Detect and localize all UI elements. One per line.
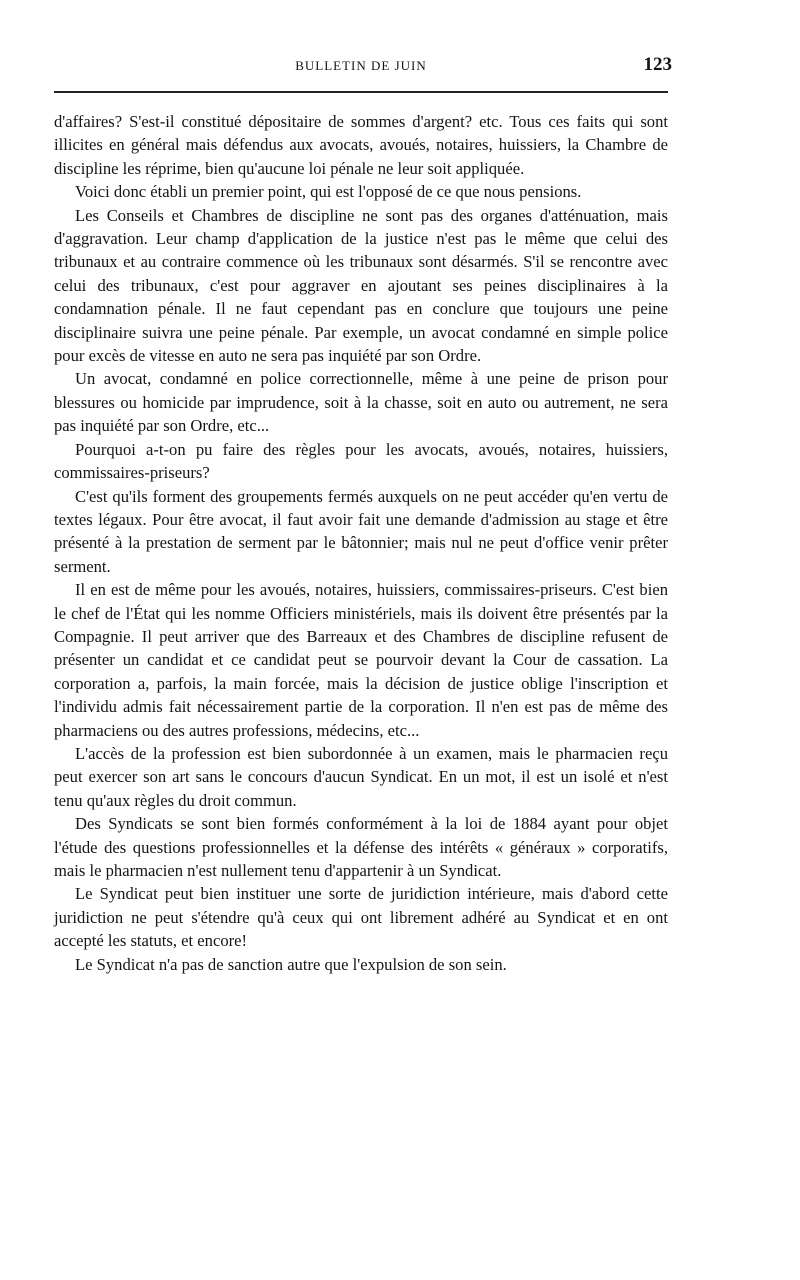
paragraph-1: d'affaires? S'est-il constitué dépositaire de sommes d'argent? etc. Tous ces faits qui sont illicites en général mais défendus aux avocats, avoués, notaires, huissiers, la Chambre de discipline les réprime, bien qu'aucune loi pénale ne leur soit appliquée. [54, 112, 668, 178]
page-number: 123 [643, 54, 672, 75]
paragraph-2: Voici donc établi un premier point, qui est l'opposé de ce que nous pensions. [75, 182, 582, 202]
paragraph-4: Un avocat, condamné en police correctionnelle, même à une peine de prison pour blessures ou homicide par imprudence, soit à la chasse, soit en auto ou autrement, ne sera pas inquiété par son Ordre, etc... [54, 369, 668, 436]
paragraph-11: Le Syndicat n'a pas de sanction autre que l'expulsion de son sein. [75, 954, 507, 974]
paragraph-10: Le Syndicat peut bien instituer une sorte de juridiction intérieure, mais d'abord cette juridiction ne peut s'étendre qu'à ceux qui ont librement adhéré au Syndicat et en ont accepté les statuts, et encore! [54, 884, 668, 951]
body-text [54, 110, 668, 976]
header-rule [54, 91, 668, 93]
paragraph-9: Des Syndicats se sont bien formés conformément à la loi de 1884 ayant pour objet l'étude des questions professionnelles et la défense des intérêts « généraux » corporatifs, mais le pharmacien n'est nullement tenu d'appartenir à un Syndicat. [54, 814, 668, 880]
paragraph-6: C'est qu'ils forment des groupements fermés auxquels on ne peut accéder qu'en vertu de textes légaux. Pour être avocat, il faut avoir fait une demande d'admission au stage et être présenté à la prestation de serment par le bâtonnier; mais nul ne peut d'office venir prêter serment. [54, 486, 668, 576]
book-page [54, 54, 672, 974]
paragraph-7: Il en est de même pour les avoués, notaires, huissiers, commissaires-priseurs. C'est bien le chef de l'État qui les nomme Officiers ministériels, mais ils doivent être présentés par la Compagnie. Il peut arriver que des Barreaux et des Chambres de discipline refusent de présenter un candidat et ce candidat peut se pourvoir devant la Cour de cassation. La corporation a, parfois, la main forcée, mais la décision de justice oblige l'inscription et l'individu admis fait nécessairement partie de la corporation. Il n'en est pas de même des pharmaciens ou des autres professions, médecins, etc... [54, 580, 668, 740]
paragraph-3: Les Conseils et Chambres de discipline ne sont pas des organes d'atténuation, mais d'aggravation. Leur champ d'application de la justice n'est pas le même que celui des tribunaux et au contraire commence où les tribunaux sont désarmés. S'il se rencontre avec celui des tribunaux, c'est pour aggraver en ajoutant ses peines disciplinaires à la condamnation pénale. Il ne faut cependant pas en conclure que toujours une peine disciplinaire suivra une peine pénale. Par exemple, un avocat condamné en simple police pour excès de vitesse en auto ne sera pas inquiété par son Ordre. [54, 205, 668, 366]
paragraph-8: L'accès de la profession est bien subordonnée à un examen, mais le pharmacien reçu peut exercer son art sans le concours d'aucun Syndicat. En un mot, il est un isolé et n'est tenu qu'aux règles du droit commun. [54, 743, 668, 810]
paragraph-5: Pourquoi a-t-on pu faire des règles pour les avocats, avoués, notaires, huissiers, commissaires-priseurs? [54, 439, 668, 483]
page-header [54, 54, 672, 87]
running-head: BULLETIN DE JUIN [295, 58, 427, 73]
